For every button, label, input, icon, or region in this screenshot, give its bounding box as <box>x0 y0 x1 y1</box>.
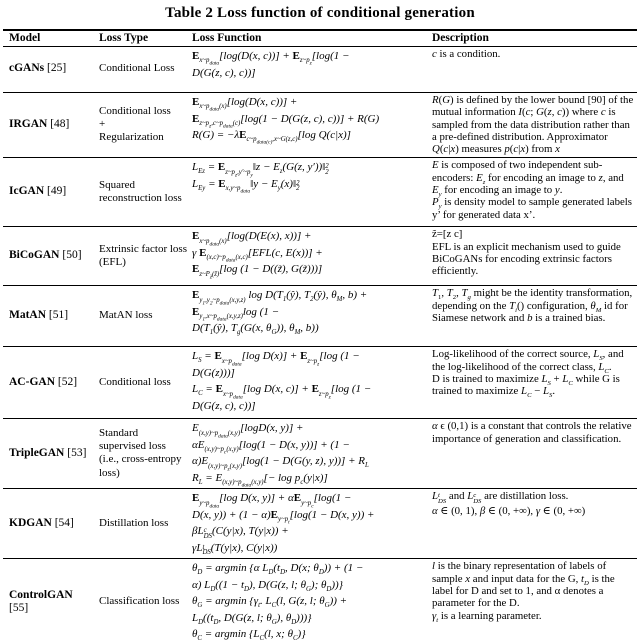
loss-type-cell: Conditional loss + Regularization <box>99 104 171 144</box>
loss-type-cell: MatAN loss <box>99 309 153 322</box>
loss-function-cell: $E_{x\sim p_{data}}[\log(D(x$, $c))] + E_{z\sim p_z}[\log(1$ − D(G(z, c), c))] <box>192 50 350 79</box>
model-cell: IRGAN [48] <box>9 118 70 131</box>
table-row <box>3 227 637 286</box>
table-row <box>3 489 637 559</box>
description-cell: $T_1$, $T_2$, $T_g$ might be the identity transformation, depending on the $T_i()$ configuration, $\theta_M$ id for Siamese network and b is a trained bias. <box>432 287 633 325</box>
model-cell: cGANs [25] <box>9 62 67 75</box>
column-header-loss-function: Loss Function <box>190 30 430 47</box>
model-cell: TripleGAN [53] <box>9 446 87 459</box>
loss-function-cell: $L_{Ez}$ = $E_{z\sim p_z,y'\sim p_y}‖z - E_z(G(z$, y′))‖ 2 2 $L_{Ey}$ = $E_{x,y\sim p_{data}}‖y$ − $E_y(x)‖$ 2 2 <box>192 161 329 195</box>
column-header-model: Model <box>3 30 97 47</box>
column-header-loss-type: Loss Type <box>97 30 190 47</box>
loss-type-cell: Conditional Loss <box>99 62 175 75</box>
table-row <box>3 559 637 640</box>
loss-type-cell: Conditional loss <box>99 375 171 388</box>
description-cell: l is the binary representation of labels of sample x and input data for the G, $t_D$ is the label for D and set to 1, and α denotes a parameter for the D. $\gamma_t$ is a learning parameter. <box>432 560 615 624</box>
table-row <box>3 47 637 93</box>
description-cell: R(G) is defined by the lower bound [90] of the mutual information I(c; G(z, c)) where c is sampled from the data distribution rather than a pre-defined distribution. Approximator Q(c|x) measures p(c|x) from x <box>432 94 634 156</box>
table-row <box>3 93 637 158</box>
description-cell: c is a condition. <box>432 48 501 60</box>
loss-function-table <box>3 29 637 640</box>
loss-function-cell: $E_{y_1,y_2\sim p_{data}(x,y,z)}$ $\log D(T_1(ŷ)$, $T_2(ŷ)$, $\theta_M$, b) + $E_{y_1,x\sim p_{data}(x,y,z)}\log$ (1 − $D(T_1(ŷ)$, $T_g(G(x$, $\theta_G$)), $\theta_M$, b)) <box>192 289 368 337</box>
model-cell: BiCoGAN [50] <box>9 249 82 262</box>
loss-function-cell: $E_{(x,y)\sim p_{data}(x,y)}[\log D(x$, y)] + $\alpha E_{(x,y)\sim p_c(x,y)}[\log(1 - D(x$, y))] + (1 − $\alpha)E_{(x,y)\sim p_z(x,y)}[\log(1 - D(G(y$, z), $y))] + R_L$ $R_L = E_{(x,y)\sim p_{data}(x,y)}[- \log p_c(y|x)]$ <box>192 422 369 489</box>
loss-type-cell: Classification loss <box>99 595 180 608</box>
model-cell: MatAN [51] <box>9 309 69 322</box>
loss-type-cell: Extrinsic factor loss (EFL) <box>99 242 187 268</box>
table-row <box>3 347 637 419</box>
loss-type-cell: Distillation loss <box>99 516 169 529</box>
loss-function-cell: $E_{y\sim p_{data}}[\log$ D(x, $y)] + \alpha E_{y\sim p_c}[\log(1$ − D(x, $y)) + (1 - \alpha)E_{y\sim p_t}[\log(1 - D(x$, y)) + βL c DS (C(y|x), T(y|x)) + γL t DS (T(y|x), C(y|x)) <box>192 492 375 557</box>
table-title: Table 2 Loss function of conditional generation <box>165 5 475 21</box>
table-body <box>3 47 637 640</box>
loss-function-cell: $E_{x\sim p_{data}(x)}[\log(D(E(x)$, x))] + γ $E_{(x,c)\sim p_{data}(x,c)}[EFL(c$, E(x))] + $E_{z\sim P_{z̃}(z̃)}[\log$ (1 − D((z̃), G(z̃)))] <box>192 230 323 281</box>
model-cell: KDGAN [54] <box>9 516 74 529</box>
column-header-description: Description <box>430 30 637 47</box>
model-cell: AC-GAN [52] <box>9 375 78 388</box>
loss-type-cell: Standard supervised loss (i.e., cross-entropy loss) <box>99 427 182 479</box>
loss-function-cell: $\theta_D = argmin$ {α $L_D(t_D$, D(x; $\theta_D)) + (1$ − α) $L_D((1 - t_D)$, D(G(z, l; $\theta_G$); $\theta_D$))} $\theta_G = argmin$ {$\gamma_t$. $L_C(l$, G(z, l; $\theta_G$)) + $L_D((t_D$, D(G(z, l; $\theta_G$), $\theta_D$)))} $\theta_C = argmin$ {$L_C(l$, x; $\theta_C$)} <box>192 562 364 640</box>
description-cell: E is composed of two independent sub-encoders: $E_z$ for encoding an image to z, and $E_y$ for encoding an image to y. $P_y$ is density model to sample generated labels y’ for generated data x’. <box>432 159 632 221</box>
model-cell: ControlGAN [55] <box>9 588 73 614</box>
table-row <box>3 158 637 227</box>
model-cell: IcGAN [49] <box>9 185 67 198</box>
description-cell: α ϵ (0,1) is a constant that controls the relative importance of generation and classification. <box>432 420 632 445</box>
loss-function-cell: $L_S = E_{x\sim p_{data}}[\log$ $D(x)] + E_{z\sim p_z}[\log$ (1 − D(G(z)))] $L_C = E_{x\sim p_{data}}[\log$ D(x, $c)] + E_{z\sim p_z}[\log$ (1 − D(G(z, c), c))] <box>192 350 372 412</box>
table-row <box>3 286 637 347</box>
description-cell: L t DS and L c DS are distillation loss. α ∈ (0, 1), β ∈ (0, +∞), γ ∈ (0, +∞) <box>432 490 586 517</box>
table-row <box>3 419 637 489</box>
description-cell: z̃=[z c] EFL is an explicit mechanism used to guide BiCoGANs for encoding extrinsic factors efficiently. <box>432 228 621 278</box>
loss-function-cell: $E_{x\sim p_{data}(x)}[\log(D(x$, c))] + $E_{z\sim p_z,c\sim p_{data}(c)}[\log(1 - D(G(z$, c), c))] + R(G) $R(G) = -\lambda E_{c\sim p_{data(c)},x\sim G(z,c)}[\log$ Q(c|x)] <box>192 96 380 146</box>
header-row <box>3 30 637 47</box>
loss-type-cell: Squared reconstruction loss <box>99 178 182 204</box>
description-cell: Log-likelihood of the correct source, $L_S$, and the log-likelihood of the correct class, $L_C$. D is trained to maximize $L_S + L_C$ while G is trained to maximize $L_C - L_S$. <box>432 348 624 400</box>
